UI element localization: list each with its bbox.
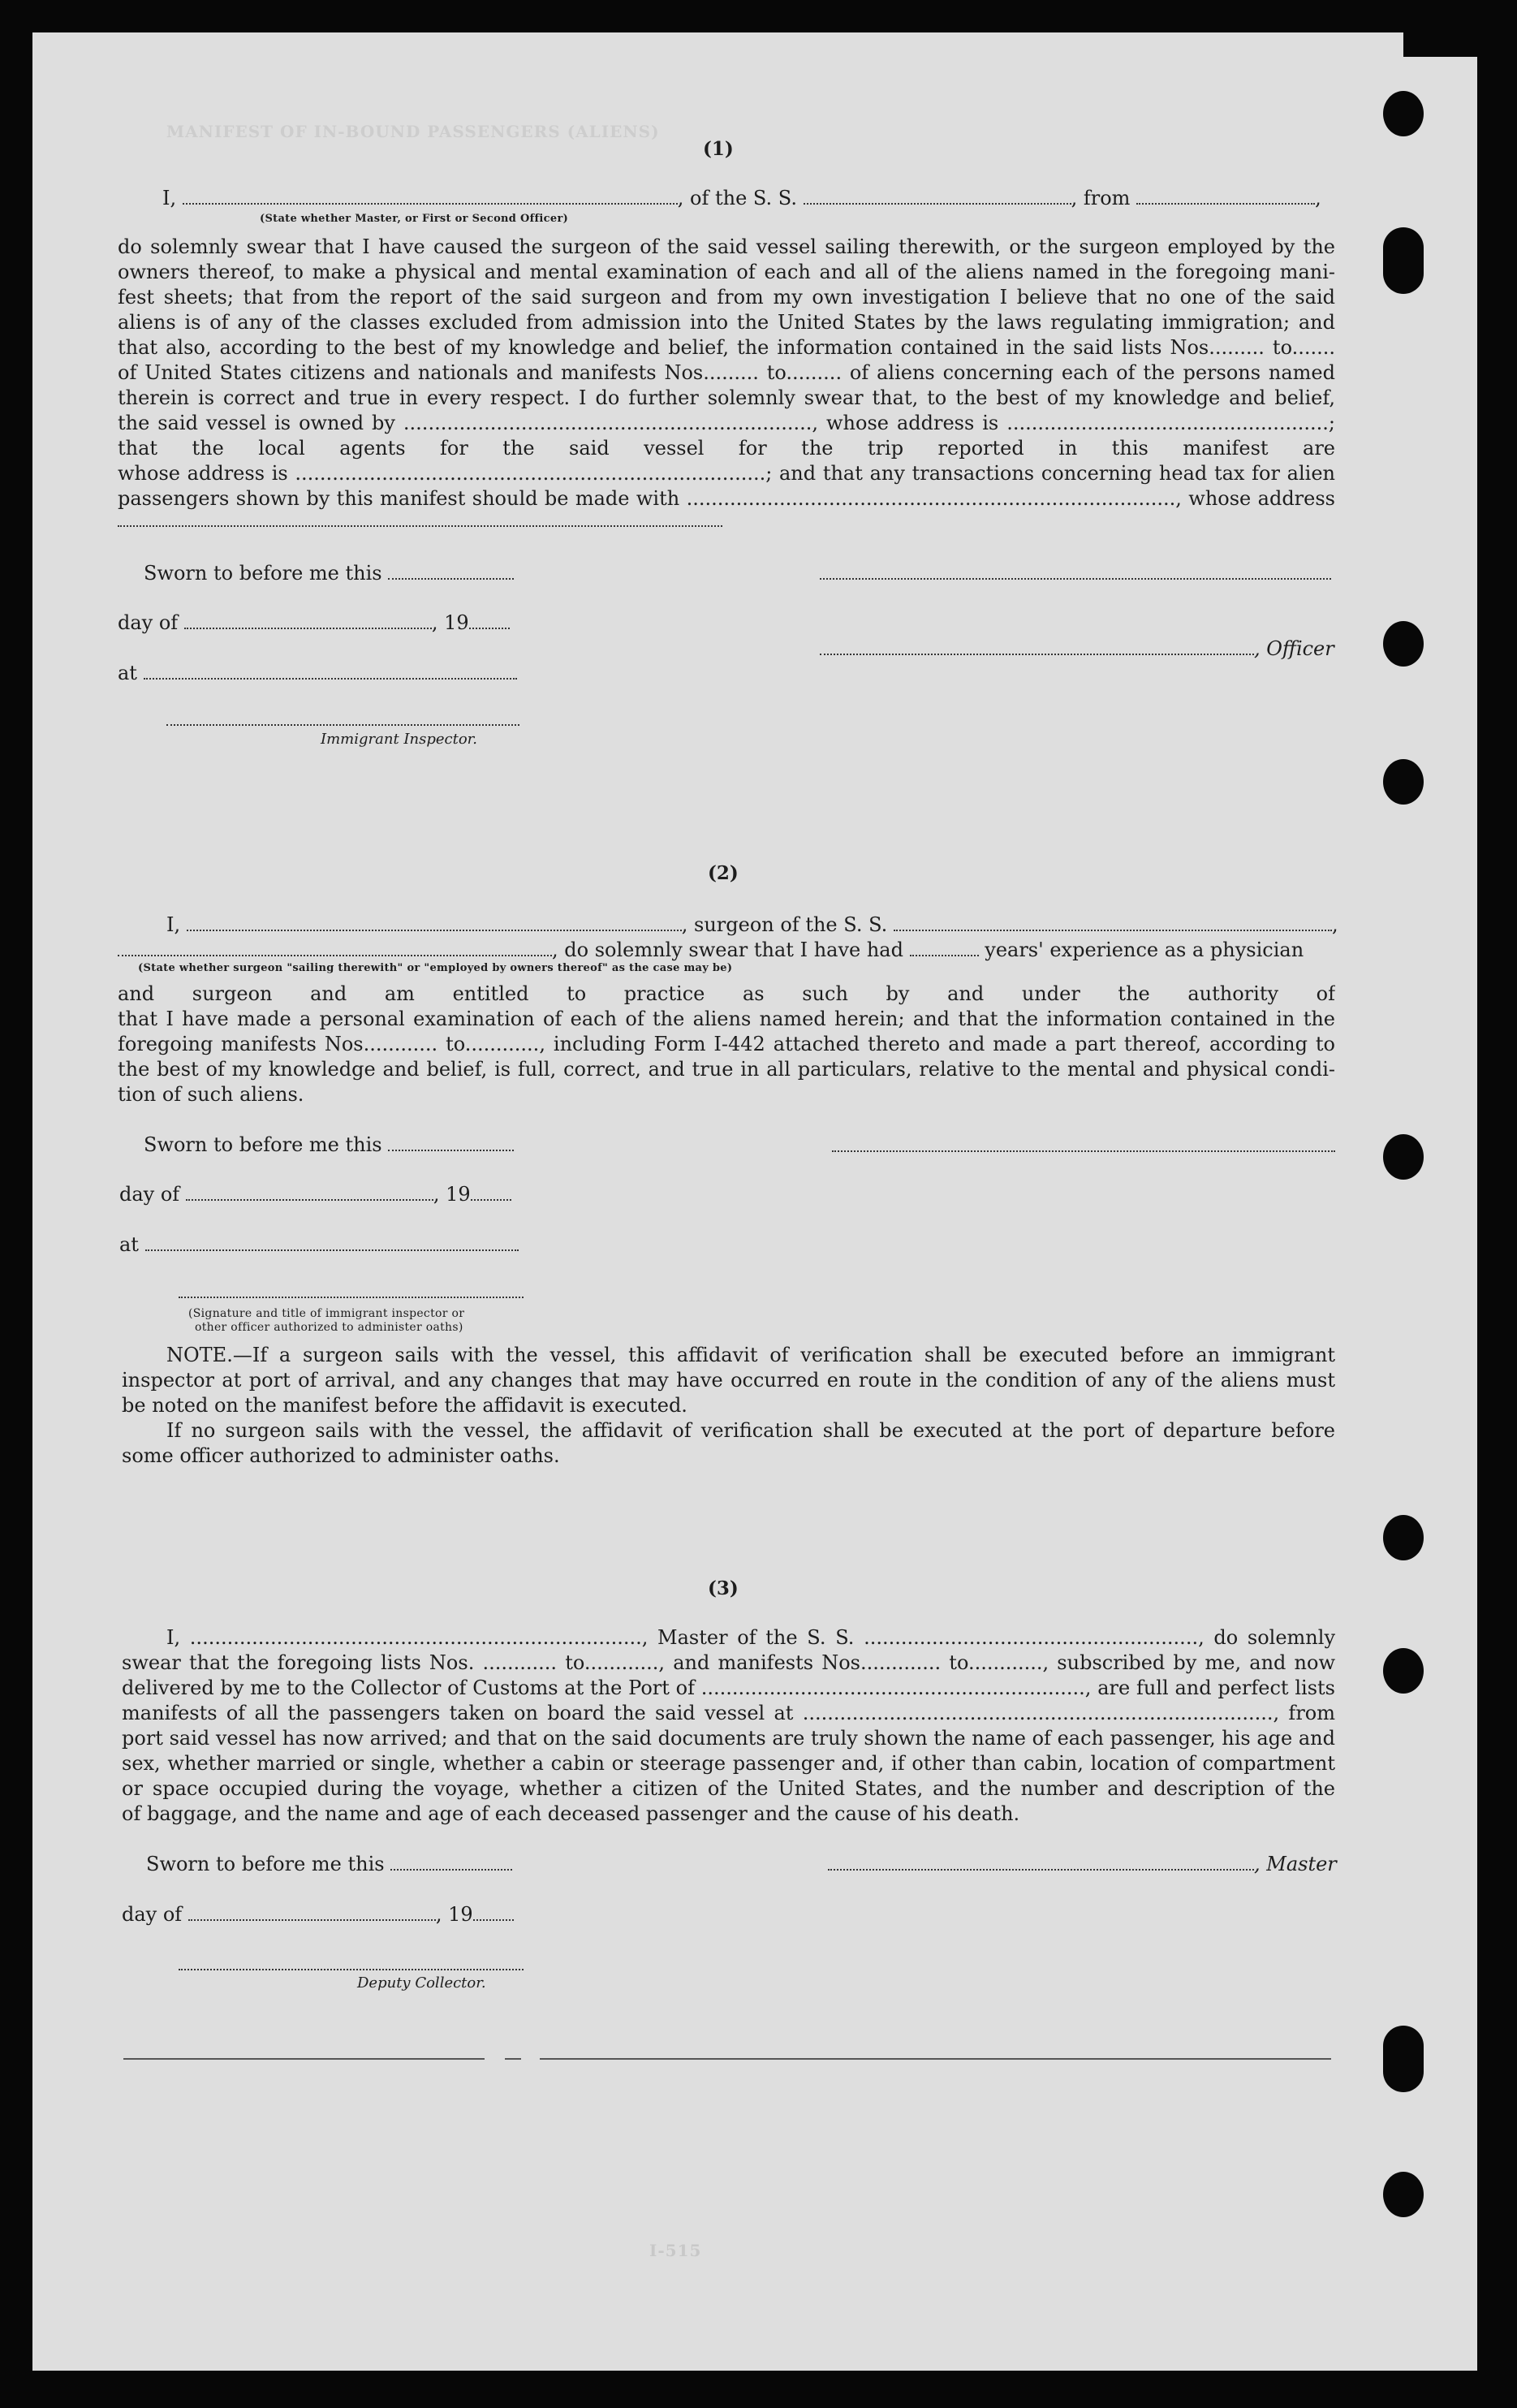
- collector-signature-line[interactable]: [179, 1967, 524, 1970]
- vessel-name-field[interactable]: [804, 190, 1071, 205]
- collector-caption: Deputy Collector.: [357, 1974, 486, 1992]
- sworn-label: Sworn to before me this: [144, 561, 514, 586]
- declarant-line: I, , of the S. S. , from ,: [162, 187, 1321, 209]
- section-number: (1): [703, 138, 734, 160]
- punch-hole: [1383, 621, 1424, 667]
- section-number: (3): [708, 1577, 739, 1599]
- sworn-date-field[interactable]: [390, 1856, 512, 1871]
- master-oath-paragraph: I, ........................................................................., Master of the S. S. ......................................................, do solemnly swear that the foregoing lists Nos. ............ to............, and manifests Nos............. to............, subscribed by me, and now delivered by me to the Collector of Customs at the Port of .............................................................., are full and perfect lists manifests of all the passengers taken on board the said vessel at ............................................................................, from port said vessel has now arrived; and that on the said documents are truly shown the name of each passenger, his age and sex, whether married or single, whether a cabin or steerage passenger and, if other than cabin, location of compartment or space occupied during the voyage, whether a citizen of the United States, and the number and description of the of baggage, and the name and age of each deceased passenger and the cause of his death.: [122, 1626, 1335, 1825]
- month-field[interactable]: [188, 1906, 436, 1921]
- officer-title-field[interactable]: [820, 641, 1254, 655]
- surgeon-experience-line: , do solemnly swear that I have had years' experience as a physician: [118, 938, 1304, 963]
- bottom-rule: [123, 2056, 485, 2060]
- field-instruction: (State whether Master, or First or Second Officer): [260, 213, 569, 225]
- sworn-date-field[interactable]: [388, 565, 514, 580]
- oath-paragraph: do solemnly swear that I have caused the surgeon of the said vessel sailing therewith, or the surgeon employed by the owners thereof, to make a physical and mental examination of each and all of the aliens named in the foregoing mani- fest sheets; that from the report of the said surgeon and from my own investigation I believe that no one of the said aliens is of any of the classes excluded from admission into the United States by the laws regulating immigration; and that also, according to the best of my knowledge and belief, the information contained in the said lists Nos......... to....... of United States citizens and nationals and manifests Nos......... to......... of aliens concerning each of the persons named therein is correct and true in every respect. I do further solemnly swear that, to the best of my knowledge and belief, the said vessel is owned by .................................................................., whose address is ....................................................; that the local agents for the said vessel for the trip reported in this manifest are whose address is ............................................................................; and that any transactions concerning head tax for alien passengers shown by this manifest should be made with ..............................................................................., whose address: [118, 235, 1335, 510]
- section-number: (2): [708, 862, 739, 884]
- signature-caption: other officer authorized to administer oaths): [195, 1321, 463, 1334]
- day-of-label: day of , 19: [119, 1182, 511, 1207]
- master-label: , Master: [828, 1852, 1337, 1877]
- punch-hole: [1383, 91, 1424, 136]
- surgeon-status-field[interactable]: [118, 942, 552, 956]
- place-field[interactable]: [145, 1236, 519, 1251]
- sworn-label: Sworn to before me this: [146, 1852, 512, 1877]
- bottom-rule: [540, 2056, 1331, 2060]
- punch-hole: [1383, 1515, 1424, 1560]
- at-label: at: [119, 1232, 519, 1258]
- punch-hole: [1383, 2026, 1424, 2092]
- declarant-signature-line[interactable]: [820, 576, 1331, 580]
- surgeon-signature-line[interactable]: [832, 1149, 1335, 1152]
- inspector-signature-line[interactable]: [166, 723, 519, 726]
- sworn-date-field[interactable]: [388, 1137, 514, 1151]
- punch-hole: [1383, 759, 1424, 805]
- punch-hole: [1383, 227, 1424, 294]
- vessel-name-field[interactable]: [894, 917, 1332, 931]
- day-of-label: day of , 19: [122, 1902, 514, 1927]
- place-field[interactable]: [144, 665, 517, 680]
- departure-port-field[interactable]: [1136, 190, 1315, 205]
- page-edge-shadow: [1403, 32, 1517, 57]
- note-paragraph: NOTE.—If a surgeon sails with the vessel, this affidavit of verification shall be executed before an immigrant inspector at port of arrival, and any changes that may have occurred en route in the condition of any of the aliens must be noted on the manifest before the affidavit is executed. If no surgeon sails with the vessel, the affidavit of verification shall be executed at the port of departure before some officer authorized to administer oaths.: [122, 1344, 1335, 1467]
- surgeon-line: I, , surgeon of the S. S. ,: [166, 913, 1338, 936]
- continuation-line[interactable]: [118, 524, 722, 527]
- year-field[interactable]: [471, 1186, 511, 1201]
- punch-hole: [1383, 2172, 1424, 2217]
- year-field[interactable]: [473, 1906, 514, 1921]
- year-field[interactable]: [469, 615, 510, 629]
- signature-caption: (Signature and title of immigrant inspector or: [188, 1307, 465, 1320]
- punch-hole: [1383, 1134, 1424, 1180]
- surgeon-oath-paragraph: and surgeon and am entitled to practice as such by and under the authority of that I have made a personal examination of each of the aliens named herein; and that the information contained in the foregoing manifests Nos............ to............, including Form I-442 attached thereto and made a part thereof, according to the best of my knowledge and belief, is full, correct, and true in all particulars, relative to the mental and physical condi- tion of such aliens.: [118, 982, 1335, 1106]
- officer-label: , Officer: [820, 637, 1334, 662]
- day-of-label: day of , 19: [118, 611, 510, 636]
- month-field[interactable]: [186, 1186, 433, 1201]
- surgeon-name-field[interactable]: [187, 917, 682, 931]
- officer-name-field[interactable]: [183, 190, 678, 205]
- field-instruction: (State whether surgeon "sailing therewith" or "employed by owners thereof" as the case may be): [138, 962, 733, 974]
- month-field[interactable]: [184, 615, 432, 629]
- sworn-label: Sworn to before me this: [144, 1133, 514, 1158]
- inspector-signature-line[interactable]: [179, 1295, 524, 1298]
- form-number-mark: I-515: [649, 2241, 702, 2260]
- years-field[interactable]: [910, 942, 979, 956]
- bleed-through-heading: MANIFEST OF IN-BOUND PASSENGERS (ALIENS): [166, 122, 660, 141]
- master-signature-field[interactable]: [828, 1856, 1254, 1871]
- punch-hole: [1383, 1648, 1424, 1694]
- at-label: at: [118, 661, 517, 686]
- inspector-caption: Immigrant Inspector.: [321, 731, 478, 748]
- bottom-rule: [505, 2056, 521, 2060]
